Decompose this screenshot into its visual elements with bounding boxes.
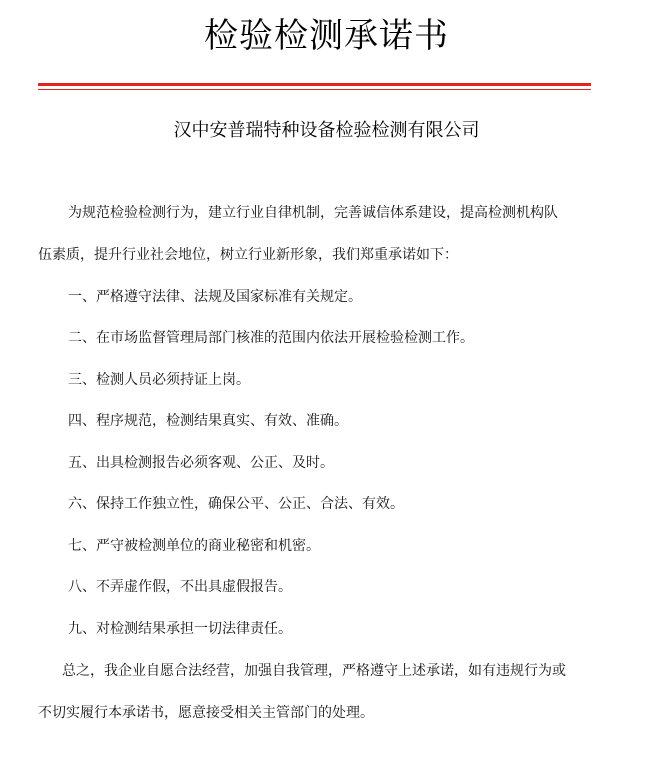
summary-line-1: 总之，我企业自愿合法经营，加强自我管理，严格遵守上述承诺，如有违规行为或 <box>62 663 566 679</box>
commitment-item-2: 二、在市场监督管理局部门核准的范围内依法开展检验检测工作。 <box>68 330 474 346</box>
intro-line-2: 伍素质，提升行业社会地位，树立行业新形象，我们郑重承诺如下： <box>38 247 458 263</box>
title-underline-thin <box>38 89 591 90</box>
commitment-item-9: 九、对检测结果承担一切法律责任。 <box>68 621 292 637</box>
commitment-item-3: 三、检测人员必须持证上岗。 <box>68 372 250 388</box>
summary-line-2: 不切实履行本承诺书，愿意接受相关主管部门的处理。 <box>38 705 374 721</box>
commitment-item-5: 五、出具检测报告必须客观、公正、及时。 <box>68 455 334 471</box>
title-underline-thick <box>38 83 591 86</box>
commitment-item-7: 七、严守被检测单位的商业秘密和机密。 <box>68 538 320 554</box>
commitment-item-6: 六、保持工作独立性，确保公平、公正、合法、有效。 <box>68 496 404 512</box>
intro-line-1: 为规范检验检测行为，建立行业自律机制，完善诚信体系建设，提高检测机构队 <box>68 205 558 221</box>
document-title: 检验检测承诺书 <box>204 16 449 56</box>
commitment-item-8: 八、不弄虚作假，不出具虚假报告。 <box>68 579 292 595</box>
commitment-item-1: 一、严格遵守法律、法规及国家标准有关规定。 <box>68 289 362 305</box>
company-name: 汉中安普瑞特种设备检验检测有限公司 <box>173 120 480 141</box>
commitment-item-4: 四、程序规范，检测结果真实、有效、准确。 <box>68 413 348 429</box>
